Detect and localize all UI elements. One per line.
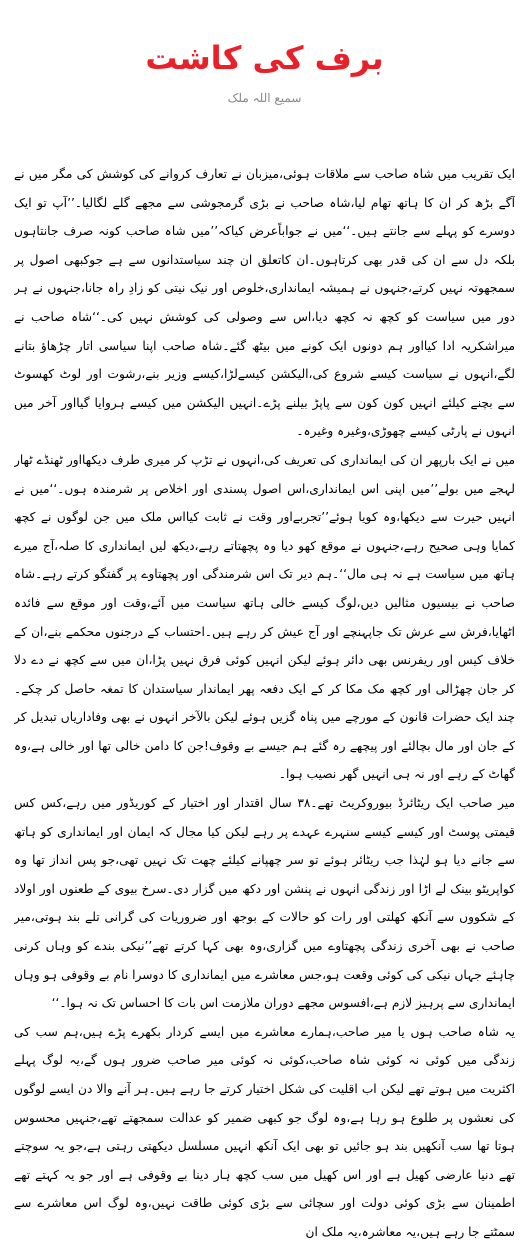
article-title: برف کی کاشت xyxy=(145,39,384,77)
article-paragraph-4: یہ شاہ صاحب ہوں یا میر صاحب،ہمارے معاشرے میں ایسے کردار بکھرے پڑے ہیں،ہم سب کی زندگی میں کوئی نہ کوئی شاہ صاحب،کوئی نہ کوئی میر صاحب ضرور ہوں گے،یہ لوگ پہلے اکثریت میں ہوتے تھے لیکن اب اقلیت کی شکل اختیار کرتے جا رہے ہیں۔ہر آنے والا دن ایسے لوگوں کی نعشوں پر طلوع ہو رہا ہے،وہ لوگ جو کبھی ضمیر کو عدالت سمجھتے تھے،جنہیں محسوس ہوتا تھا سب آنکھیں بند ہو جائیں تو بھی ایک آنکھ انہیں مسلسل دیکھتی رہتی ہے،جو یہ سوچتے تھے دنیا عارضی کھیل ہے اور اس کھیل میں سب کچھ ہار دینا بے وقوفی ہے اور جو یہ کہتے تھے اطمینان سے بڑی کوئی دولت اور سچائی سے بڑی کوئی طاقت نہیں،وہ لوگ اس معاشرے سے سمٹتے جا رہے ہیں،یہ معاشرہ،یہ ملک ان xyxy=(14,1024,515,1239)
article-paragraph-1: ایک تقریب میں شاہ صاحب سے ملاقات ہوئی،میزبان نے تعارف کروانے کی کوشش کی مگر میں نے آگے بڑھ کر ان کا ہاتھ تھام لیا،شاہ صاحب نے بڑی گرمجوشی سے مجھے گلے لگالیا۔’’آپ تو ایک دوسرے کو پہلے سے جانتے ہیں۔‘‘میں نے جواباًعرض کیاکہ’’میں شاہ صاحب کونہ صرف جانتاہوں بلکہ دل سے ان کی قدر بھی کرتاہوں۔ان کاتعلق ان چند سیاستدانوں سے ہے جوکبھی اصول پر سمجھوتہ نہیں کرتے،جنہوں نے ہمیشہ ایمانداری،خلوص اور نیک نیتی کو زادِ راہ جانا،جنہوں نے ہر دور میں سیاست کو کچھ نہ کچھ دیا،اس سے وصولی کی کوشش نہیں کی۔‘‘شاہ صاحب نے میراشکریہ ادا کیااور ہم دونوں ایک کونے میں بیٹھ گئے۔شاہ صاحب اپنا سیاسی اتار چڑھاؤ بتانے لگے،انہوں نے سیاست کیسے شروع کی،الیکشن کیسےلڑا،کیسے وزیر بنے،رشوت اور لوٹ کھسوٹ سے بچنے کیلئے انہیں کون کون سے پاپڑ بیلنے پڑے۔انہیں الیکشن میں کیسے ہروایا گیااور آخر میں انہوں نے پارٹی کیسے چھوڑی،وغیرہ وغیرہ۔ xyxy=(14,167,515,439)
article-paragraph-2: میں نے ایک بارپھر ان کی ایمانداری کی تعریف کی،انہوں نے تڑپ کر میری طرف دیکھااور ٹھنڈے ٹھار لہجے میں بولے’’میں اپنی اس ایمانداری،اس اصول پسندی اور اخلاص پر شرمندہ ہوں۔‘‘میں نے انہیں حیرت سے دیکھا،وہ کویا ہوئے’’تجربےاور وقت نے ثابت کیااس ملک میں جن لوگوں نے کچھ کمایا وہی صحیح رہے،جنہوں نے موقع کھو دیا وہ پچھتاتے رہے،دیکھ لیں ایمانداری کا صلہ،آج میرے ہاتھ میں سیاست ہے نہ ہی مال‘‘۔ہم دیر تک اس شرمندگی اور پچھتاوے پر گفتگو کرتے رہے۔شاہ صاحب نے بیسیوں مثالیں دیں،لوگ کیسے خالی ہاتھ سیاست میں آئے،وقت اور موقع سے فائدہ اٹھایا،فرش سے عرش تک جاپہنچے اور آج عیش کر رہے ہیں۔احتساب کے درجنوں محکمے بنے،ان کے خلاف کیس اور ریفرنس بھی دائر ہوئے لیکن انہیں کوئی فرق نہیں پڑا،ان میں سے کچھ نے دے دلا کر جان چھڑالی اور کچھ مک مکا کر کے ایک دفعہ پھر ایماندار سیاستدان کا تمغہ حاصل کر چکے۔چند ایک حضرات قانون کے مورچے میں پناہ گزیں ہوئے لیکن بالآخر انہوں نے بھی وفاداریاں تبدیل کر کے جان اور مال بچالئے اور پیچھے رہ گئے ہم جیسے بے وقوف!جن کا دامن خالی تھا اور خالی ہے،وہ گھاٹ کے رہے اور نہ ہی انہیں گھر نصیب ہوا۔ xyxy=(14,452,515,782)
article-author: سمیع اللہ ملک xyxy=(227,91,302,105)
article-paragraph-3: میر صاحب ایک ریٹائرڈ بیوروکریٹ تھے۔۳۸ سال اقتدار اور اختیار کے کوریڈور میں رہے،کس کس قیمتی پوسٹ اور کیسے کیسے سنہرے عہدے پر رہے لیکن کیا مجال کہ ایمان اور ایمانداری کو ہاتھ سے جانے دیا ہو لہٰذا جب ریٹائر ہوئے تو سر چھپانے کیلئے چھت تک نہیں تھی،جو پس انداز تھا وہ کواپریٹو بینک لے اڑا اور زندگی انہوں نے پنشن اور دکھ میں گزار دی۔سرخ بیوی کے طعنوں اور اولاد کے شکووں سے آنکھ کھلتی اور رات کو حالات کے بوجھ اور ضروریات کی گرانی تلے بند ہوتی،میر صاحب نے بھی آخری زندگی پچھتاوے میں گزاری،وہ بھی کہا کرتے تھے’’نیکی بندے کو وہاں کرنی چاہئے جہاں نیکی کی کوئی وقعت ہو،جس معاشرے میں ایمانداری کا دوسرا نام بے وقوفی ہو وہاں ایمانداری سے پرہیز لازم ہے،افسوس مجھے دوران ملازمت اس بات کا احساس تک نہ ہوا۔‘‘ xyxy=(14,796,515,1011)
article-body xyxy=(14,160,515,1250)
